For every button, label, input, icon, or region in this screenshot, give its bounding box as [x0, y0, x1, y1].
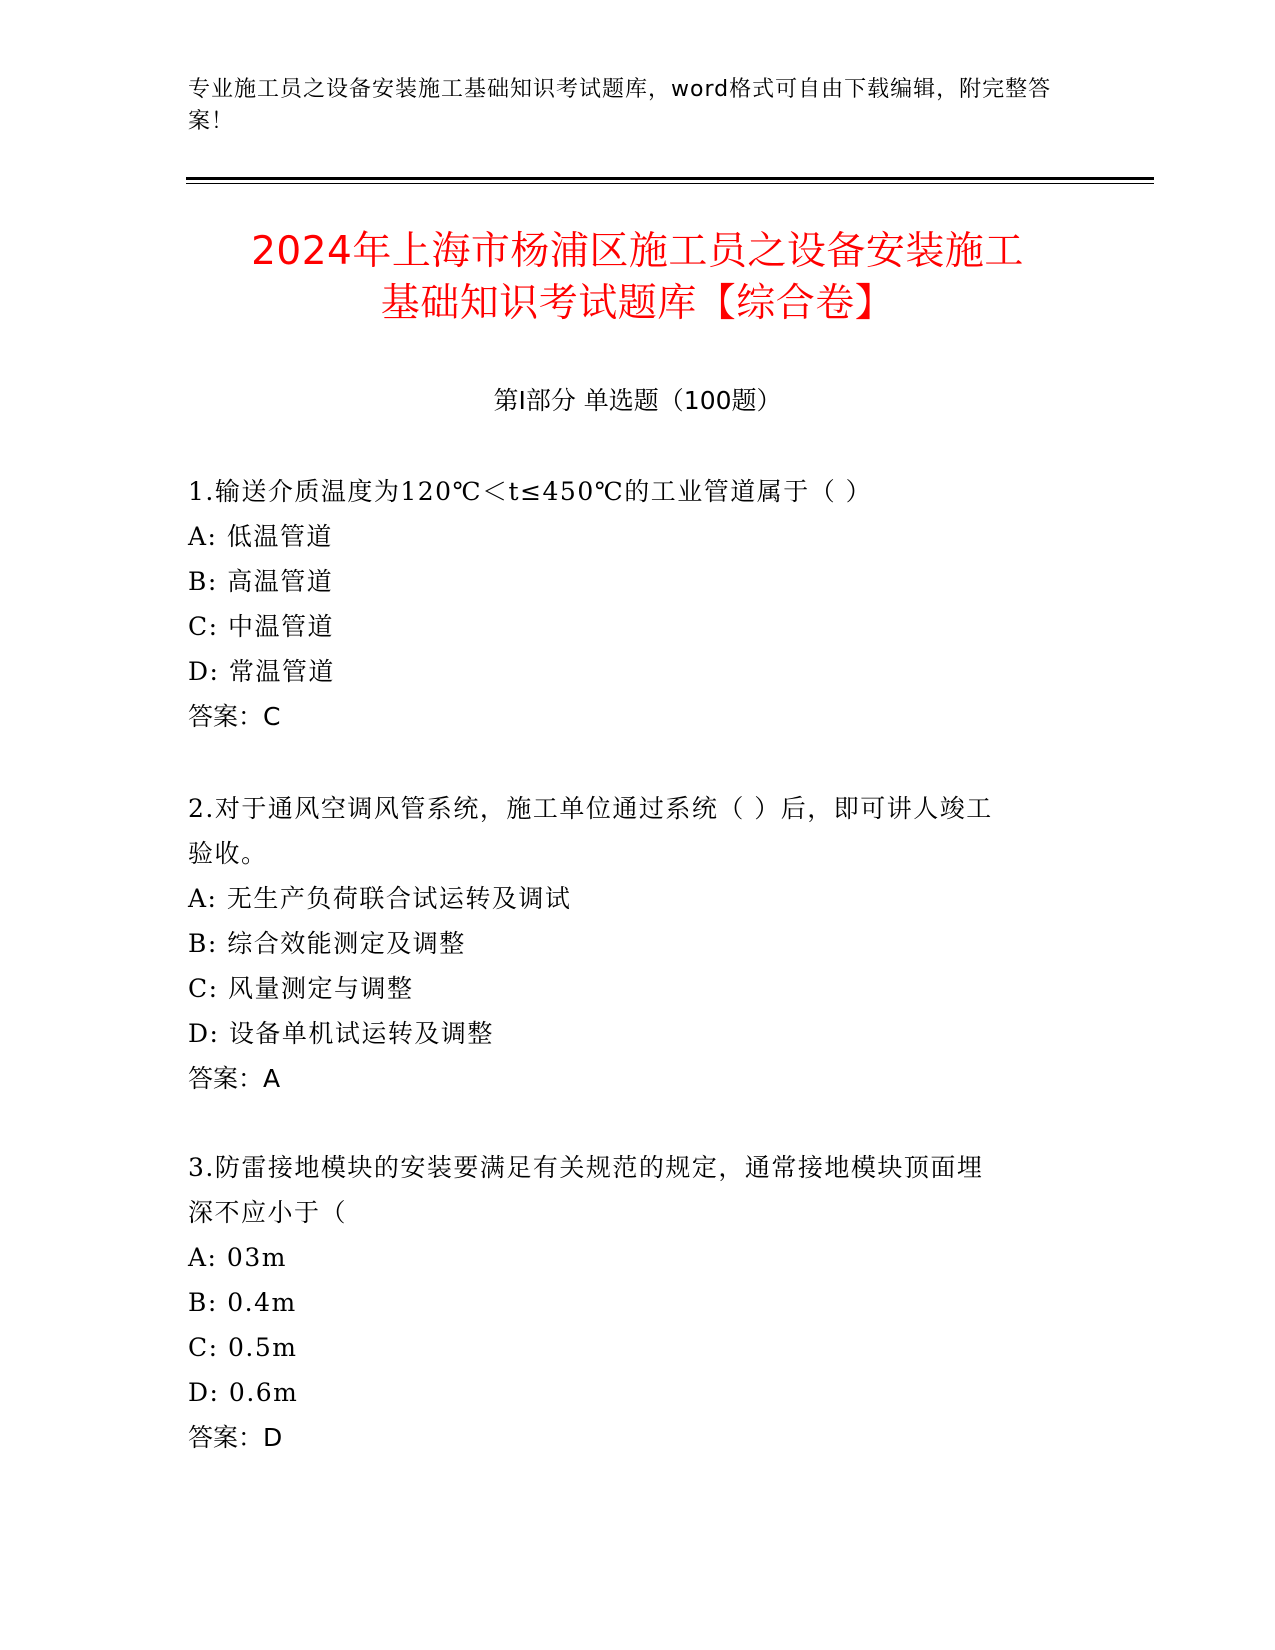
option-c: C: 0.5m [188, 1333, 298, 1362]
header-note: 专业施工员之设备安装施工基础知识考试题库，word格式可自由下载编辑，附完整答案！ [188, 77, 1052, 134]
option-b: B: 0.4m [188, 1288, 297, 1317]
option-a: A: 03m [188, 1243, 287, 1272]
question-stem: 1.输送介质温度为120℃＜t≤450℃的工业管道属于（ ） [188, 477, 873, 506]
option-a: A: 无生产负荷联合试运转及调试 [188, 884, 572, 913]
header-divider-thin [186, 183, 1154, 184]
question-stem-line-2: 验收。 [188, 839, 268, 868]
document-title-line-1: 2024年上海市杨浦区施工员之设备安装施工 [251, 229, 1024, 274]
option-d: D: 设备单机试运转及调整 [188, 1019, 494, 1048]
section-title: 第Ⅰ部分 单选题（100题） [493, 386, 782, 415]
answer: 答案：D [188, 1423, 283, 1452]
answer: 答案：A [188, 1064, 281, 1093]
question-stem-line-1: 3.防雷接地模块的安装要满足有关规范的规定，通常接地模块顶面埋 [188, 1153, 984, 1182]
option-d: D: 0.6m [188, 1378, 299, 1407]
answer: 答案：C [188, 702, 281, 731]
question-stem-line-2: 深不应小于（ [188, 1198, 348, 1227]
option-d: D: 常温管道 [188, 657, 335, 686]
option-c: C: 中温管道 [188, 612, 334, 641]
option-b: B: 综合效能测定及调整 [188, 929, 466, 958]
option-c: C: 风量测定与调整 [188, 974, 414, 1003]
document-title-line-2: 基础知识考试题库【综合卷】 [380, 281, 895, 326]
option-a: A: 低温管道 [188, 522, 333, 551]
document-title [150, 226, 1125, 330]
question-stem-line-1: 2.对于通风空调风管系统，施工单位通过系统（ ）后，即可讲人竣工 [188, 794, 993, 823]
option-b: B: 高温管道 [188, 567, 334, 596]
header-divider-thick [186, 177, 1154, 180]
question-2 [188, 786, 1078, 1101]
question-3 [188, 1145, 1078, 1460]
question-1 [188, 469, 1078, 739]
